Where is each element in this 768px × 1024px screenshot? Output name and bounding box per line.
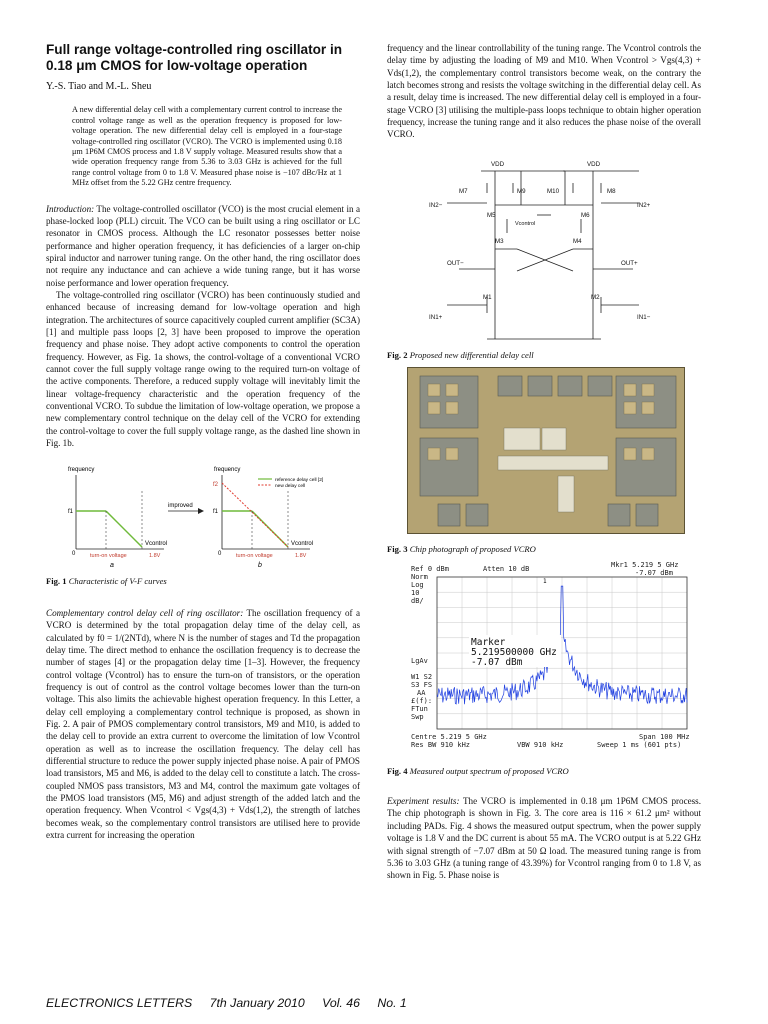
- fig4-side-swp: Swp: [411, 713, 424, 722]
- fig4-caption-label: Fig. 4: [387, 765, 408, 776]
- fig2-m10: M10: [547, 187, 560, 195]
- fig2-m3: M3: [495, 237, 504, 245]
- fig1a-sublabel: a: [110, 562, 114, 570]
- complementary-paragraph: [46, 607, 360, 842]
- fig1a-turnon: turn-on voltage: [90, 553, 127, 560]
- footer-date: 7th January 2010: [209, 996, 305, 1010]
- right-column: [387, 42, 701, 882]
- fig4-sweep: Sweep 1 ms (601 pts): [597, 741, 682, 750]
- fig1b-legend-new: new delay cell: [275, 484, 306, 490]
- fig4-caption-text: Measured output spectrum of proposed VCRO: [409, 765, 569, 776]
- figure-3-caption: [387, 543, 701, 555]
- figure-1-vf-curves: [46, 461, 360, 571]
- fig2-m1: M1: [483, 293, 492, 301]
- fig1b-xlabel: Vcontrol: [291, 541, 314, 548]
- fig2-m7: M7: [459, 187, 468, 195]
- fig3-caption-label: Fig. 3: [387, 544, 408, 555]
- footer-vol: Vol. 46: [322, 996, 360, 1010]
- fig1b-turnon: turn-on voltage: [236, 553, 273, 560]
- fig1b-zero: 0: [218, 551, 222, 558]
- fig4-side-s3: S3 FS: [411, 681, 433, 690]
- fig2-out-plus: OUT+: [621, 259, 638, 267]
- fig2-in1-minus: IN1−: [637, 313, 651, 321]
- fig2-m5: M5: [487, 211, 496, 219]
- fig2-m4: M4: [573, 237, 582, 245]
- fig1a-zero: 0: [72, 551, 76, 558]
- fig1b-sublabel: b: [258, 562, 262, 570]
- fig4-label-db: dB/: [411, 597, 424, 606]
- fig4-ref-level: Ref 0 dBm: [411, 565, 449, 574]
- fig2-m9: M9: [517, 187, 526, 195]
- fig4-label-log: Log: [411, 581, 424, 590]
- fig4-mkr: Mkr1 5.219 5 GHz: [611, 561, 679, 570]
- fig1b-f2: f2: [213, 482, 219, 489]
- left-column: [46, 42, 360, 841]
- fig4-marker-level: -7.07 dBm: [471, 657, 523, 669]
- fig4-marker-title: Marker: [471, 637, 506, 649]
- footer-journal: ELECTRONICS LETTERS: [46, 996, 193, 1010]
- figure-4-spectrum: [387, 559, 701, 757]
- complementary-text: The oscillation frequency of a VCRO is determined by the total propagation delay time of the delay cell, as calculated by f0 = 1/(2NTd), where N is the number of stages and Td the propagation delay time. The direct method to enhance the oscillation frequency is to decrease the number of stages [4] or the propagation delay time [1–3]. However, the frequency control voltage (Vcontrol) has to ensure the turn-on of transistors, or the operation frequency is out of control as the control voltage becomes lower than the turn-on voltage. This also limits the achievable highest operation frequency. In this Letter, a delay cell employing a complementary control technique is proposed, as shown in Fig. 2. A pair of PMOS complementary control transistors, M9 and M10, is added to the delay cell to provide an extra current to overcome the limitation of low Vcontrol operation as well as to increase the oscillation frequency. The delay cell has differential structure to reduce the power supply injected phase noise. A pair of PMOS load transistors, M5 and M6, is added to the delay cell to constitute a latch. The cross-coupled NMOS pass transistors, M3 and M4, control the maximum gate voltages of the PMOS load transistors (M5, M6) and adjust strength of the added latch and the operation frequency. When Vcontrol < Vgs(4,3) + Vds(1,2), the strength of latches becomes weak, so the complementary control transistors are utilised here to provide extra current for increasing the operation: [46, 607, 360, 840]
- fig4-side-aa: AA: [417, 689, 426, 698]
- experiment-text: The VCRO is implemented in 0.18 μm 1P6M CMOS process. The chip photograph is shown in Fig. 3. The core area is 116 × 61.2 μm² without including PADs. Fig. 4 shows the measured output spectrum, when the power supply voltage is 1.8 V and the DC current is about 55 mA. The VCRO output is at 5.22 GHz with signal strength of −7.07 dBm at 50 Ω load. The measured tuning range is from 5.36 to 3.03 GHz (a tuning range of 43.39%) for Vcontrol ranging from 0 to 1.8 V, as shown in Fig. 5. Phase noise is: [387, 796, 701, 881]
- fig2-m8: M8: [607, 187, 616, 195]
- fig2-vcontrol: Vcontrol: [515, 220, 536, 227]
- fig4-span: Span 100 MHz: [639, 733, 690, 742]
- fig1b-v18: 1.8V: [295, 553, 307, 560]
- fig4-marker-freq: 5.219500000 GHz: [471, 647, 557, 659]
- fig1a-v18: 1.8V: [149, 553, 161, 560]
- fig3-caption-text: Chip photograph of proposed VCRO: [409, 544, 536, 555]
- fig4-label-10: 10: [411, 589, 420, 598]
- chip-layout-drawing: [408, 368, 685, 534]
- fig2-vdd-left: VDD: [491, 160, 505, 168]
- fig1b-new-curve: [222, 483, 288, 547]
- figure-4-caption: [387, 765, 701, 777]
- fig1-caption-text: Characteristic of V-F curves: [68, 576, 167, 587]
- fig1-panel-b: [213, 467, 323, 569]
- fig4-vbw: VBW 910 kHz: [517, 741, 564, 750]
- intro-paragraph: [46, 203, 360, 289]
- paper-authors: Y.-S. Tiao and M.-L. Sheu: [46, 81, 152, 92]
- right-paragraph-1: frequency and the linear controllability of the tuning range. The Vcontrol controls the delay time by adjusting the loading of M9 and M10. When Vcontrol > Vgs(4,3) + Vds(1,2), the complementary control transistors become weak, on the contrary the latch becomes strong and resists the voltage switching in the differential delay cell. As a result, delay time is increased. The new differential delay cell is employed in a four-stage VCRO [3] utilising the multiple-pass loops technique to obtain higher operation frequency, increase the tuning range and it also reduces the phase noise of the overall VCRO.: [387, 43, 701, 140]
- fig4-resbw: Res BW 910 kHz: [411, 741, 471, 750]
- experiment-paragraph: [387, 795, 701, 881]
- fig2-caption-label: Fig. 2: [387, 349, 408, 360]
- fig4-atten: Atten 10 dB: [483, 565, 530, 574]
- fig1-panel-a: [68, 467, 167, 569]
- fig2-caption-text: Proposed new differential delay cell: [409, 349, 534, 360]
- fig4-side-lgav: LgAv: [411, 657, 428, 666]
- fig2-in1-plus: IN1+: [429, 313, 443, 321]
- figure-2-schematic: [387, 153, 701, 345]
- section-heading-intro: Introduction:: [46, 203, 95, 214]
- fig4-side-ef: £(f):: [411, 697, 433, 706]
- fig4-marker-number: 1: [543, 578, 547, 586]
- fig2-in2-plus: IN2+: [637, 201, 651, 209]
- figure-3-chip-photograph: [407, 367, 685, 534]
- figure-1-caption: [46, 575, 360, 587]
- fig1b-legend-ref: reference delay cell [2]: [275, 478, 324, 484]
- fig1-caption-label: Fig. 1: [46, 576, 67, 587]
- abstract: A new differential delay cell with a complementary current control to increase the control voltage range as well as the operation frequency is proposed for low-voltage operation. The new differential delay cell is employed in a four-stage voltage-controlled ring oscillator (VCRO). The VCRO is implemented using 0.18 μm 1P6M CMOS process and 1.8 V supply voltage. Measured results show that a wide operation frequency range from 5.36 to 3.03 GHz is achieved for the full range control voltage from 0 to 1.8 V. Measured phase noise is −107 dBc/Hz at 1 MHz offset from the 5.22 GHz centre frequency.: [72, 105, 342, 188]
- paper-title: Full range voltage-controlled ring oscillator in 0.18 μm CMOS for low-voltage operation: [46, 42, 343, 73]
- fig1-improved-label: improved: [168, 503, 193, 510]
- fig2-in2-minus: IN2−: [429, 201, 443, 209]
- fig1b-f1: f1: [213, 509, 219, 516]
- fig4-mkr-level: -7.07 dBm: [635, 569, 673, 578]
- fig1a-curve-slope: [106, 511, 142, 547]
- fig4-label-norm: Norm: [411, 573, 428, 582]
- journal-footer: [46, 996, 706, 1010]
- fig2-vdd-right: VDD: [587, 160, 601, 168]
- fig4-side-ftun: FTun: [411, 705, 428, 714]
- fig1a-xlabel: Vcontrol: [145, 541, 168, 548]
- fig4-side-w1: W1 S2: [411, 673, 433, 682]
- section-heading-complementary: Complementary control delay cell of ring oscillator:: [46, 607, 244, 618]
- fig1a-f1: f1: [68, 509, 74, 516]
- fig4-centre: Centre 5.219 5 GHz: [411, 733, 487, 742]
- figure-2-caption: [387, 349, 701, 361]
- intro-paragraph-2: The voltage-controlled ring oscillator (VCRO) has been continuously studied and enhanced because of increasing demand for low-voltage operation and high integration. The architectures of source capacitively coupled current amplifier (SC3A) [1] and multiple pass loops [2, 3] have been proposed to improve the operation frequency and phase noise. They adopt active components to control the operation frequency. However, as Fig. 1a shows, the control-voltage of a conventional VCRO cannot cover the full supply voltage range owing to the required turn-on voltage of the active components. Therefore, a reduced supply voltage will inevitably limit the linear voltage-frequency characteristic and the operation frequency of the conventional VCRO. To subdue the limitation of low-voltage operation, we propose a new complementary control technique on the delay cell of the VCRO for extending the control-voltage to cover the full supply voltage range, as the dashed line shown in Fig. 1b.: [46, 290, 360, 449]
- fig2-out-minus: OUT−: [447, 259, 464, 267]
- fig2-m6: M6: [581, 211, 590, 219]
- fig1a-ylabel: frequency: [68, 467, 95, 474]
- intro-text-1: The voltage-controlled oscillator (VCO) is the most crucial element in a phase-locked loop (PLL) circuit. The VCO can be built using a ring oscillator or LC resonator in CMOS process. Although the LC resonator possesses better noise performance and higher operation frequency, it has deficiencies of a larger on-chip spiral inductor and narrower tuning range. On the other hand, the ring oscillator does not require any inductance and can achieve a wide tuning range, but it has worse noise performance and lower operation frequency.: [46, 203, 361, 288]
- section-heading-experiment: Experiment results:: [387, 796, 460, 807]
- footer-no: No. 1: [377, 996, 407, 1010]
- fig2-m2: M2: [591, 293, 600, 301]
- fig1-improved-arrow: [168, 503, 204, 514]
- fig1b-ylabel: frequency: [214, 467, 241, 474]
